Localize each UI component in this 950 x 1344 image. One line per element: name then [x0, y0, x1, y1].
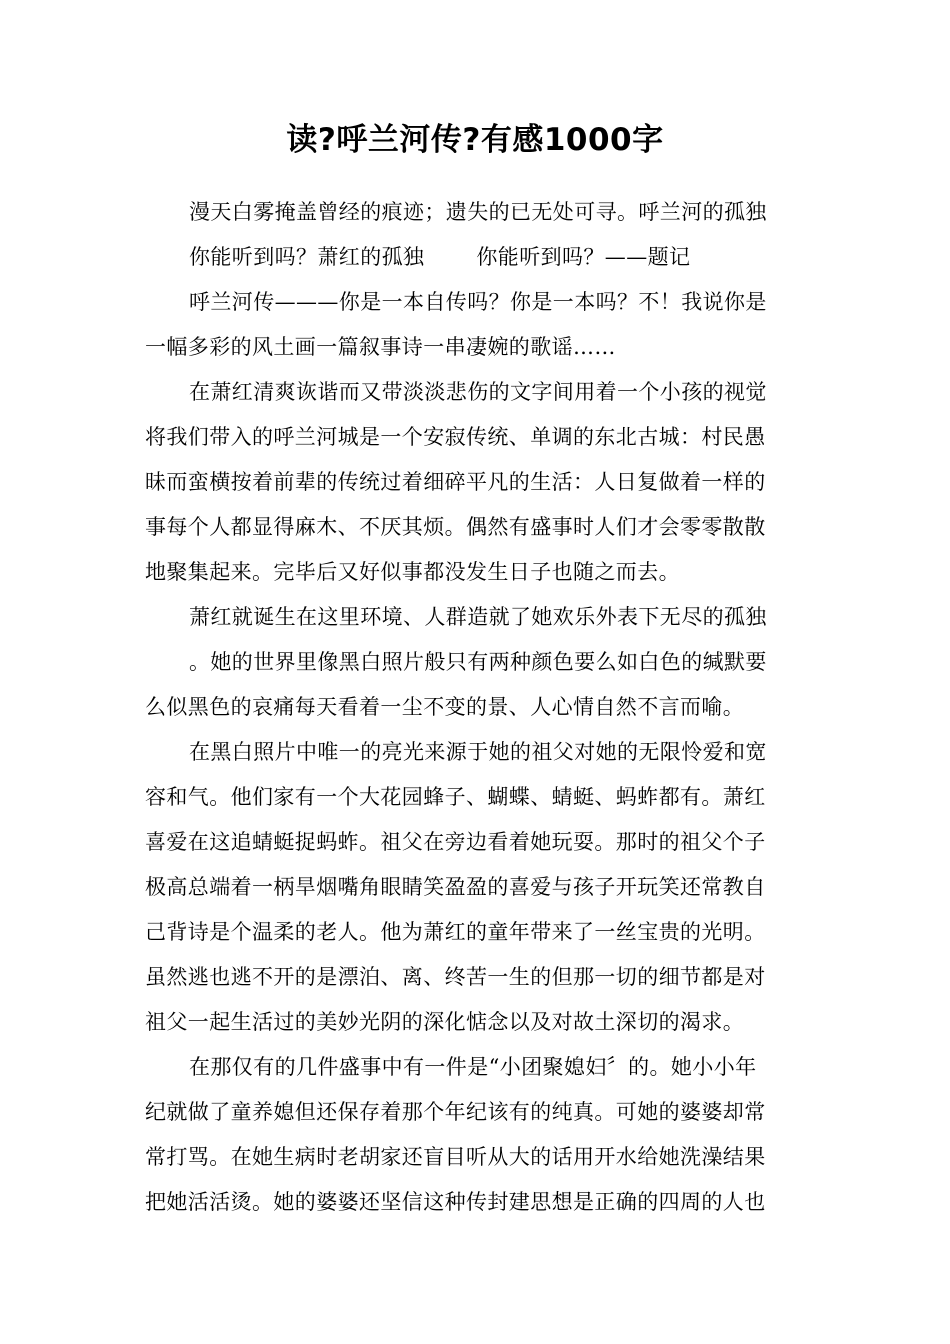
paragraph-line: 将我们带入的呼兰河城是一个安寂传统、单调的东北古城：村民愚 [145, 425, 766, 449]
paragraph-line: 虽然逃也逃不开的是漂泊、离、终苦一生的但那一切的细节都是对 [145, 965, 766, 989]
paragraph-line: 极高总端着一柄旱烟嘴角眼睛笑盈盈的喜爱与孩子开玩笑还常教自 [145, 875, 766, 899]
paragraph-line [145, 235, 809, 280]
paragraph-line: 喜爱在这追蜻蜓捉蚂蚱。祖父在旁边看着她玩耍。那时的祖父个子 [145, 830, 766, 854]
text-segment: 你能听到吗？——题记 [476, 245, 691, 269]
paragraph-line: 己背诗是个温柔的老人。他为萧红的童年带来了一丝宝贵的光明。 [145, 920, 766, 944]
paragraph-line: 。她的世界里像黑白照片般只有两种颜色要么如白色的缄默要 [189, 650, 767, 674]
document-body [145, 190, 809, 1225]
paragraph-line: 纪就做了童养媳但还保存着那个年纪该有的纯真。可她的婆婆却常 [145, 1100, 766, 1124]
paragraph-line: 昧而蛮横按着前辈的传统过着细碎平凡的生活：人日复做着一样的 [145, 470, 766, 494]
paragraph-line: 地聚集起来。完毕后又好似事都没发生日子也随之而去。 [145, 560, 680, 584]
paragraph-line: 在那仅有的几件盛事中有一件是“小团聚媳妇〞的。她小小年 [189, 1055, 757, 1079]
paragraph-line: 呼兰河传———你是一本自传吗？你是一本吗？不！我说你是 [189, 290, 767, 314]
paragraph-line: 把她活活烫。她的婆婆还坚信这种传封建思想是正确的四周的人也 [145, 1190, 766, 1214]
paragraph-line: 在黑白照片中唯一的亮光来源于她的祖父对她的无限怜爱和宽 [189, 740, 767, 764]
paragraph-line: 萧红就诞生在这里环境、人群造就了她欢乐外表下无尽的孤独 [189, 605, 767, 629]
paragraph-line: 事每个人都显得麻木、不厌其烦。偶然有盛事时人们才会零零散散 [145, 515, 766, 539]
document-title: 读?呼兰河传?有感1000字 [286, 122, 664, 158]
paragraph-line: 常打骂。在她生病时老胡家还盲目听从大的话用开水给她洗澡结果 [145, 1145, 766, 1169]
text-segment: 你能听到吗？萧红的孤独 [189, 245, 425, 269]
paragraph-line: 容和气。他们家有一个大花园蜂子、蝴蝶、蜻蜓、蚂蚱都有。萧红 [145, 785, 766, 809]
paragraph-line: 漫天白雾掩盖曾经的痕迹；遗失的已无处可寻。呼兰河的孤独 [189, 200, 767, 224]
paragraph-line: 一幅多彩的风土画一篇叙事诗一串凄婉的歌谣…… [145, 335, 616, 359]
paragraph-line: 在萧红清爽诙谐而又带淡淡悲伤的文字间用着一个小孩的视觉 [189, 380, 767, 404]
paragraph-line: 祖父一起生活过的美妙光阴的深化惦念以及对故土深切的渴求。 [145, 1010, 745, 1034]
paragraph-line: 么似黑色的哀痛每天看着一尘不变的景、人心情自然不言而喻。 [145, 695, 745, 719]
